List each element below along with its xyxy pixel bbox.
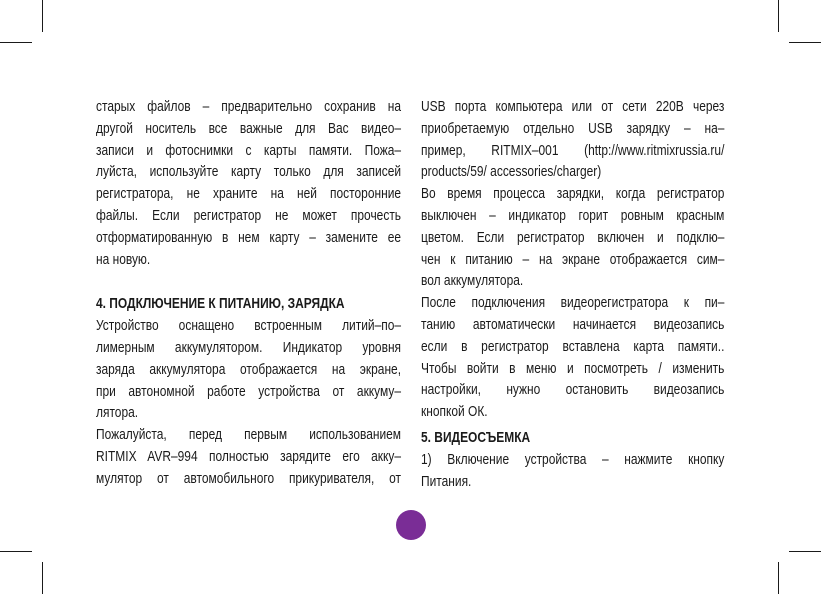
text-line: танию автоматически начинается видеозапись xyxy=(421,316,725,333)
text-line: 1) Включение устройства – нажмите кнопку xyxy=(421,451,725,468)
text-line: отформатированную в нем карту – замените ее xyxy=(96,229,402,246)
left-column xyxy=(96,97,401,491)
text-line: заряда аккумулятора отображается на экране, xyxy=(96,361,402,378)
right-paragraph-1 xyxy=(421,97,724,184)
text-line: настройки, нужно остановить видеозапись xyxy=(421,382,725,399)
section-4-heading: 4. ПОДКЛЮЧЕНИЕ К ПИТАНИЮ, ЗАРЯДКА xyxy=(96,296,345,313)
text-line: при автономной работе устройства от аккуму– xyxy=(96,383,402,400)
crop-mark-top-left-vertical xyxy=(42,0,43,32)
crop-mark-bottom-left-vertical xyxy=(42,562,43,594)
right-paragraph-4 xyxy=(421,450,724,494)
text-line: вол аккумулятора. xyxy=(421,273,524,290)
text-line: мулятор от автомобильного прикуривателя, от xyxy=(96,470,402,487)
text-line: После подключения видеорегистратора к пи– xyxy=(421,295,725,312)
paragraph-gap xyxy=(96,271,401,293)
left-paragraph-3 xyxy=(96,425,401,490)
left-paragraph-1 xyxy=(96,97,401,271)
text-line: Пожалуйста, перед первым использованием xyxy=(96,427,402,444)
text-line: кнопкой ОК. xyxy=(421,404,488,421)
right-paragraph-3 xyxy=(421,293,724,424)
crop-mark-top-right-vertical xyxy=(778,0,779,32)
text-line: Питания. xyxy=(421,473,472,490)
text-line: чен к питанию – на экране отображается сим– xyxy=(421,251,725,268)
text-line: записи и фотоснимки с карты памяти. Пожа– xyxy=(96,142,402,159)
crop-mark-top-right-horizontal xyxy=(789,42,821,43)
crop-mark-bottom-right-vertical xyxy=(778,562,779,594)
text-line: лимерным аккумулятором. Индикатор уровня xyxy=(96,339,402,356)
text-line: файлы. Если регистратор не может прочесть xyxy=(96,207,402,224)
right-paragraph-2 xyxy=(421,184,724,293)
text-line: луйста, используйте карту только для записей xyxy=(96,164,402,181)
section-5-heading: 5. ВИДЕОСЪЕМКА xyxy=(421,429,531,446)
text-line: USB порта компьютера или от сети 220В через xyxy=(421,99,725,115)
text-line: старых файлов – предварительно сохранив на xyxy=(96,99,402,115)
text-line: пример, RITMIX–001 (http://www.ritmixrussia.ru/ xyxy=(421,142,725,159)
text-line: Чтобы войти в меню и посмотреть / изменить xyxy=(421,360,725,377)
text-line: цветом. Если регистратор включен и подклю– xyxy=(421,229,725,246)
text-line: регистратора, не храните на ней посторонние xyxy=(96,186,402,203)
left-paragraph-2 xyxy=(96,316,401,425)
page-marker-dot xyxy=(396,510,426,540)
right-column xyxy=(421,97,724,493)
text-line: лятора. xyxy=(96,405,139,422)
text-line: выключен – индикатор горит ровным красным xyxy=(421,207,725,224)
text-line: RITMIX AVR–994 полностью зарядите его акку– xyxy=(96,448,402,465)
text-line: Устройство оснащено встроенным литий–по– xyxy=(96,318,402,335)
text-line: Во время процесса зарядки, когда регистратор xyxy=(421,186,725,203)
text-line: если в регистратор вставлена карта памяти.. xyxy=(421,338,725,355)
text-line: другой носитель все важные для Вас видео– xyxy=(96,120,402,137)
text-line: на новую. xyxy=(96,251,151,268)
crop-mark-bottom-left-horizontal xyxy=(0,551,32,552)
crop-mark-bottom-right-horizontal xyxy=(789,551,821,552)
text-line: products/59/ accessories/charger) xyxy=(421,164,602,181)
crop-mark-top-left-horizontal xyxy=(0,42,32,43)
text-line: приобретаемую отдельно USB зарядку – на– xyxy=(421,120,725,137)
